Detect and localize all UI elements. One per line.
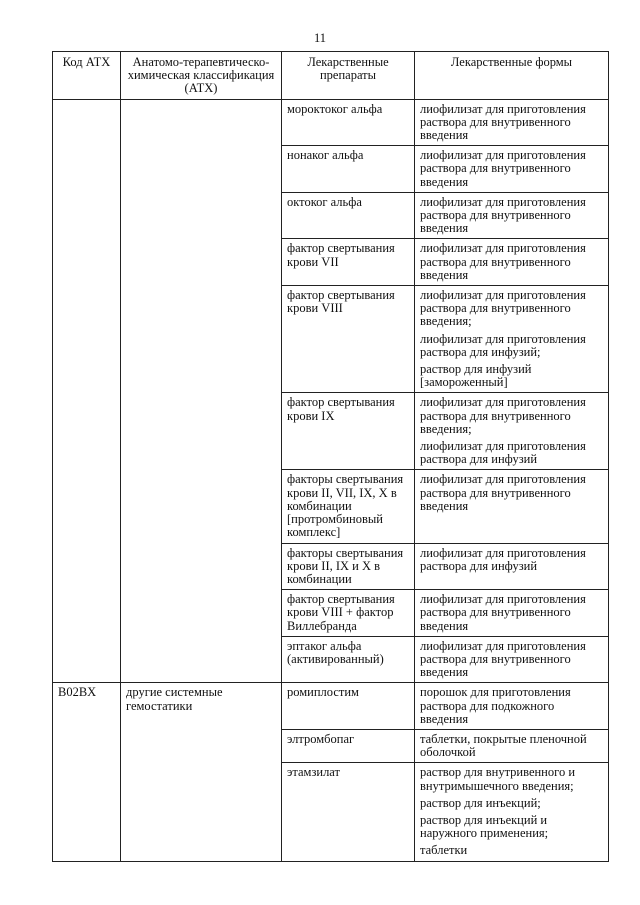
dosage-forms-cell xyxy=(415,543,609,590)
drug-name-cell: мороктоког альфа xyxy=(282,99,415,146)
dosage-form-item: лиофилизат для приготовления раствора для внутривенного введения; xyxy=(420,288,586,329)
dosage-form-item: раствор для инъекций и наружного применения; xyxy=(420,812,549,841)
atx-code-cell xyxy=(53,99,121,683)
drug-name-cell: фактор свертывания крови VIII + фактор Виллебранда xyxy=(282,590,415,637)
table-header-row xyxy=(53,52,609,100)
dosage-form-item: лиофилизат для приготовления раствора для внутривенного введения xyxy=(420,592,586,633)
dosage-forms-cell xyxy=(415,470,609,543)
dosage-forms-cell xyxy=(415,393,609,470)
drug-name-cell: октоког альфа xyxy=(282,192,415,239)
dosage-forms-cell xyxy=(415,146,609,193)
atx-classification-cell: другие системные гемостатики xyxy=(121,683,282,861)
drug-name-cell: эптаког альфа (активированный) xyxy=(282,636,415,683)
dosage-form-item: лиофилизат для приготовления раствора для инфузий xyxy=(420,439,586,467)
dosage-form-item: раствор для инфузий [замороженный] xyxy=(420,362,532,390)
page-number: 11 xyxy=(313,31,327,45)
drug-name-cell: факторы свертывания крови II, IX и X в комбинации xyxy=(282,543,415,590)
dosage-forms-cell xyxy=(415,286,609,393)
dosage-forms-cell xyxy=(415,590,609,637)
atx-table xyxy=(52,51,609,862)
dosage-form-item: лиофилизат для приготовления раствора для внутривенного введения xyxy=(420,241,586,282)
dosage-form-item: лиофилизат для приготовления раствора для внутривенного введения xyxy=(420,472,586,513)
table-row xyxy=(53,683,609,730)
header-classification: Анатомо-терапевтическо-химическая классификация (АТХ) xyxy=(121,52,282,100)
dosage-form-item: лиофилизат для приготовления раствора для внутривенного введения; xyxy=(420,395,586,436)
drug-name-cell: этамзилат xyxy=(282,763,415,861)
dosage-form-item: лиофилизат для приготовления раствора для внутривенного введения xyxy=(420,638,586,680)
dosage-forms-cell xyxy=(415,239,609,286)
drug-name-cell: факторы свертывания крови II, VII, IX, X в комбинации [протромбиновый комплекс] xyxy=(282,470,415,543)
dosage-form-item: лиофилизат для приготовления раствора для внутривенного введения xyxy=(420,148,586,189)
header-code: Код АТХ xyxy=(53,52,121,100)
dosage-form-item: лиофилизат для приготовления раствора для инфузий xyxy=(420,545,586,573)
dosage-form-item: лиофилизат для приготовления раствора для инфузий; xyxy=(420,331,586,359)
drug-name-cell: ромиплостим xyxy=(282,683,415,730)
drug-name-cell: нонаког альфа xyxy=(282,146,415,193)
atx-classification-cell xyxy=(121,99,282,683)
dosage-form-item: порошок для приготовления раствора для подкожного введения xyxy=(420,685,571,726)
dosage-form-item: таблетки, покрытые пленочной оболочкой xyxy=(420,731,587,760)
dosage-forms-cell xyxy=(415,729,609,762)
dosage-form-item: лиофилизат для приготовления раствора для внутривенного введения xyxy=(420,101,586,143)
drug-name-cell: фактор свертывания крови VIII xyxy=(282,286,415,393)
header-forms: Лекарственные формы xyxy=(415,52,609,100)
dosage-forms-cell xyxy=(415,99,609,146)
dosage-form-item: раствор для внутривенного и внутримышечного введения; xyxy=(420,765,576,793)
dosage-form-item: таблетки xyxy=(420,843,468,858)
dosage-form-item: лиофилизат для приготовления раствора для внутривенного введения xyxy=(420,194,586,236)
dosage-forms-cell xyxy=(415,636,609,683)
table-row xyxy=(53,99,609,146)
atx-code-cell: B02BX xyxy=(53,683,121,861)
dosage-forms-cell xyxy=(415,683,609,730)
dosage-form-item: раствор для инъекций; xyxy=(420,795,541,810)
dosage-forms-cell xyxy=(415,192,609,239)
header-drugs: Лекарственные препараты xyxy=(282,52,415,100)
dosage-forms-cell xyxy=(415,763,609,861)
drug-name-cell: элтромбопаг xyxy=(282,729,415,762)
table-body xyxy=(53,99,609,861)
drug-name-cell: фактор свертывания крови IX xyxy=(282,393,415,470)
drug-name-cell: фактор свертывания крови VII xyxy=(282,239,415,286)
